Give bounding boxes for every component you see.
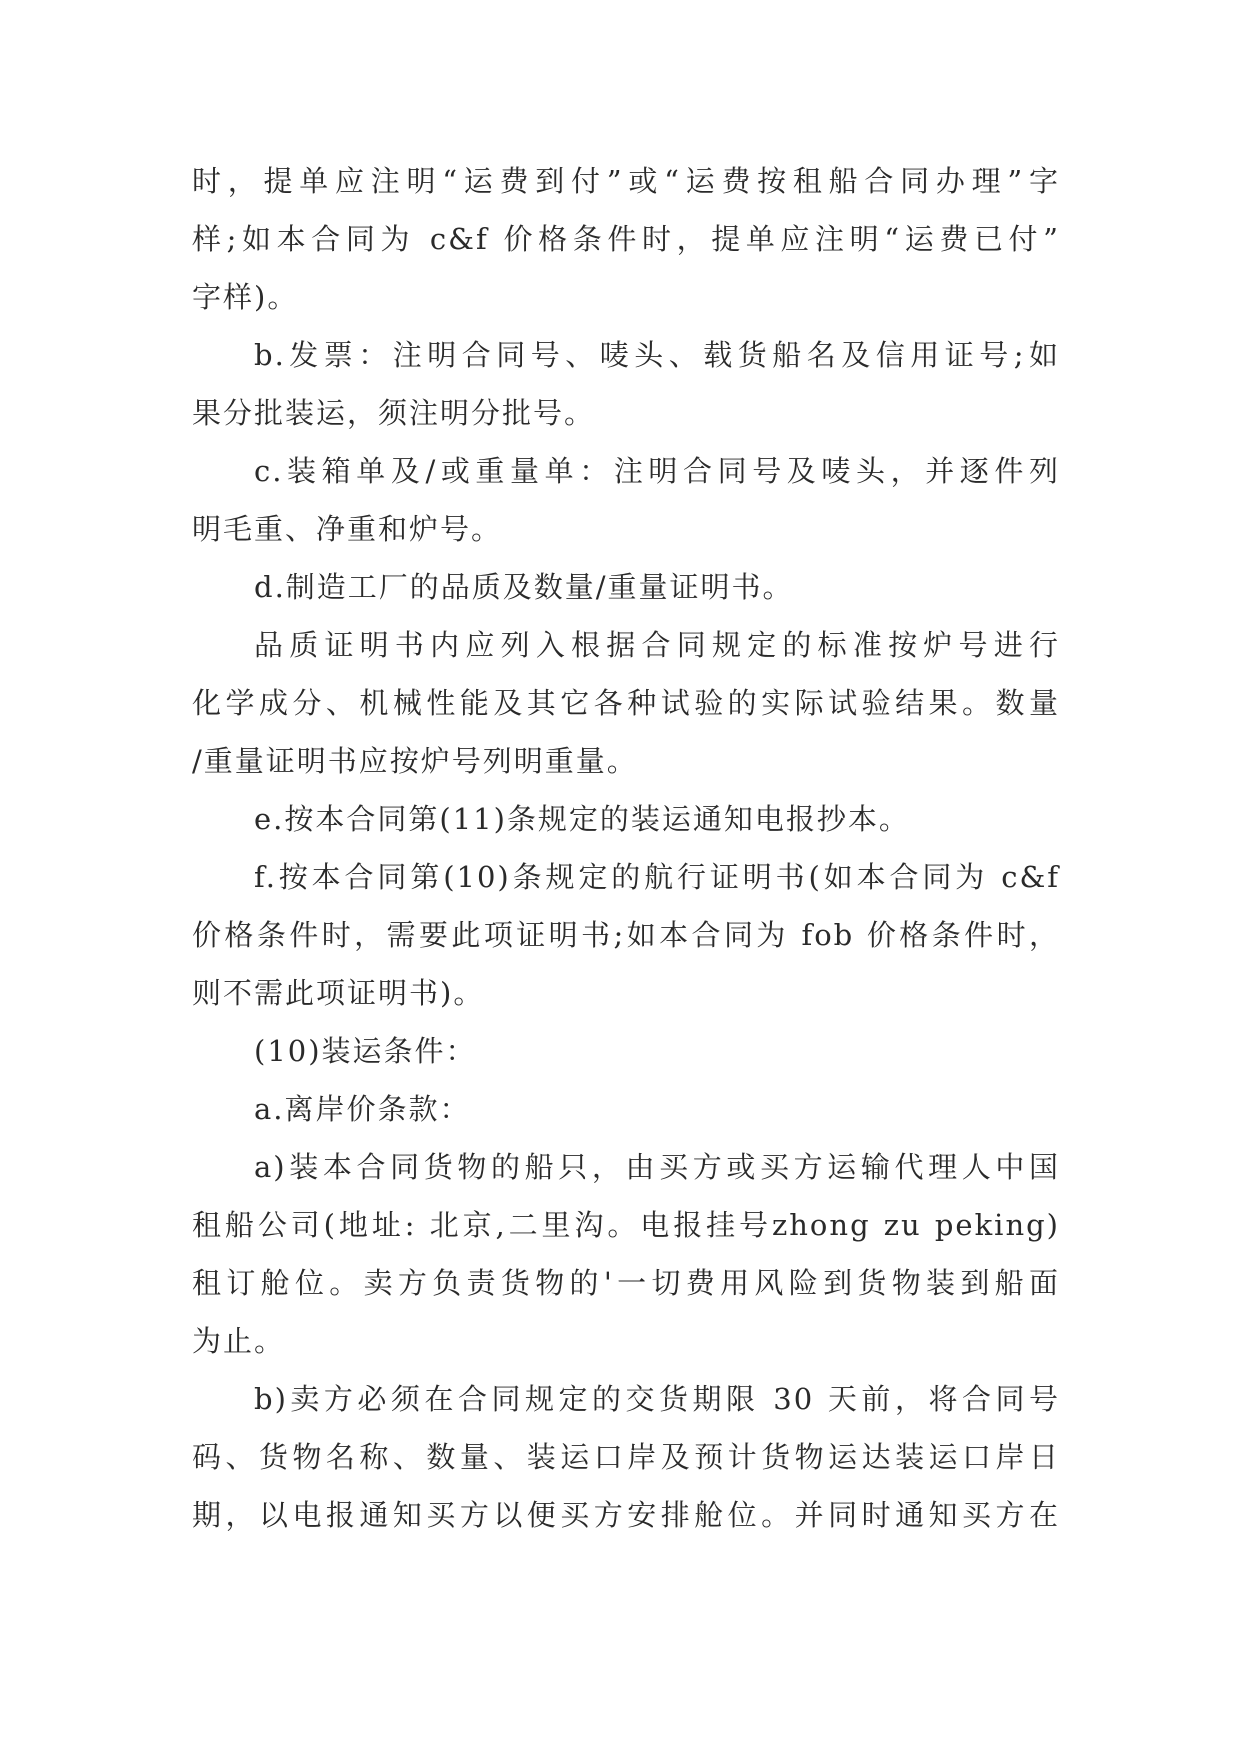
text-line: e.按本合同第(11)条规定的装运通知电报抄本。 bbox=[254, 802, 910, 836]
text-line: 为止。 bbox=[192, 1324, 286, 1358]
text-line: 明毛重、净重和炉号。 bbox=[192, 512, 503, 546]
text-line: d.制造工厂的品质及数量/重量证明书。 bbox=[254, 570, 794, 604]
text-line: 字样)。 bbox=[192, 280, 299, 314]
text-line: 样;如本合同为 c&f 价格条件时，提单应注明“运费已付” bbox=[192, 222, 1060, 256]
text-line: c.装箱单及/或重量单：注明合同号及唛头，并逐件列 bbox=[254, 454, 1060, 488]
text-line: a)装本合同货物的船只，由买方或买方运输代理人中国 bbox=[254, 1150, 1060, 1184]
text-line: 时，提单应注明“运费到付”或“运费按租船合同办理”字 bbox=[192, 164, 1060, 198]
text-line: b)卖方必须在合同规定的交货期限 30 天前，将合同号 bbox=[254, 1382, 1060, 1416]
text-line: 期，以电报通知买方以便买方安排舱位。并同时通知买方在 bbox=[192, 1498, 1060, 1532]
document-body bbox=[192, 152, 1060, 1544]
text-line: 化学成分、机械性能及其它各种试验的实际试验结果。数量 bbox=[192, 686, 1060, 720]
text-line: /重量证明书应按炉号列明重量。 bbox=[192, 744, 638, 778]
text-line: f.按本合同第(10)条规定的航行证明书(如本合同为 c&f bbox=[254, 860, 1060, 894]
text-line: 租船公司(地址: 北京,二里沟。电报挂号zhong zu peking) bbox=[192, 1208, 1060, 1242]
text-line: 则不需此项证明书)。 bbox=[192, 976, 485, 1010]
subsection-heading: a.离岸价条款： bbox=[254, 1092, 471, 1126]
text-line: 果分批装运，须注明分批号。 bbox=[192, 396, 596, 430]
section-heading: (10)装运条件： bbox=[254, 1034, 477, 1068]
text-line: 租订舱位。卖方负责货物的'一切费用风险到货物装到船面 bbox=[192, 1266, 1060, 1300]
text-line: 品质证明书内应列入根据合同规定的标准按炉号进行 bbox=[254, 628, 1060, 662]
text-line: 价格条件时，需要此项证明书;如本合同为 fob 价格条件时， bbox=[192, 918, 1060, 952]
text-line: b.发票：注明合同号、唛头、载货船名及信用证号;如 bbox=[254, 338, 1060, 372]
text-line: 码、货物名称、数量、装运口岸及预计货物运达装运口岸日 bbox=[192, 1440, 1060, 1474]
